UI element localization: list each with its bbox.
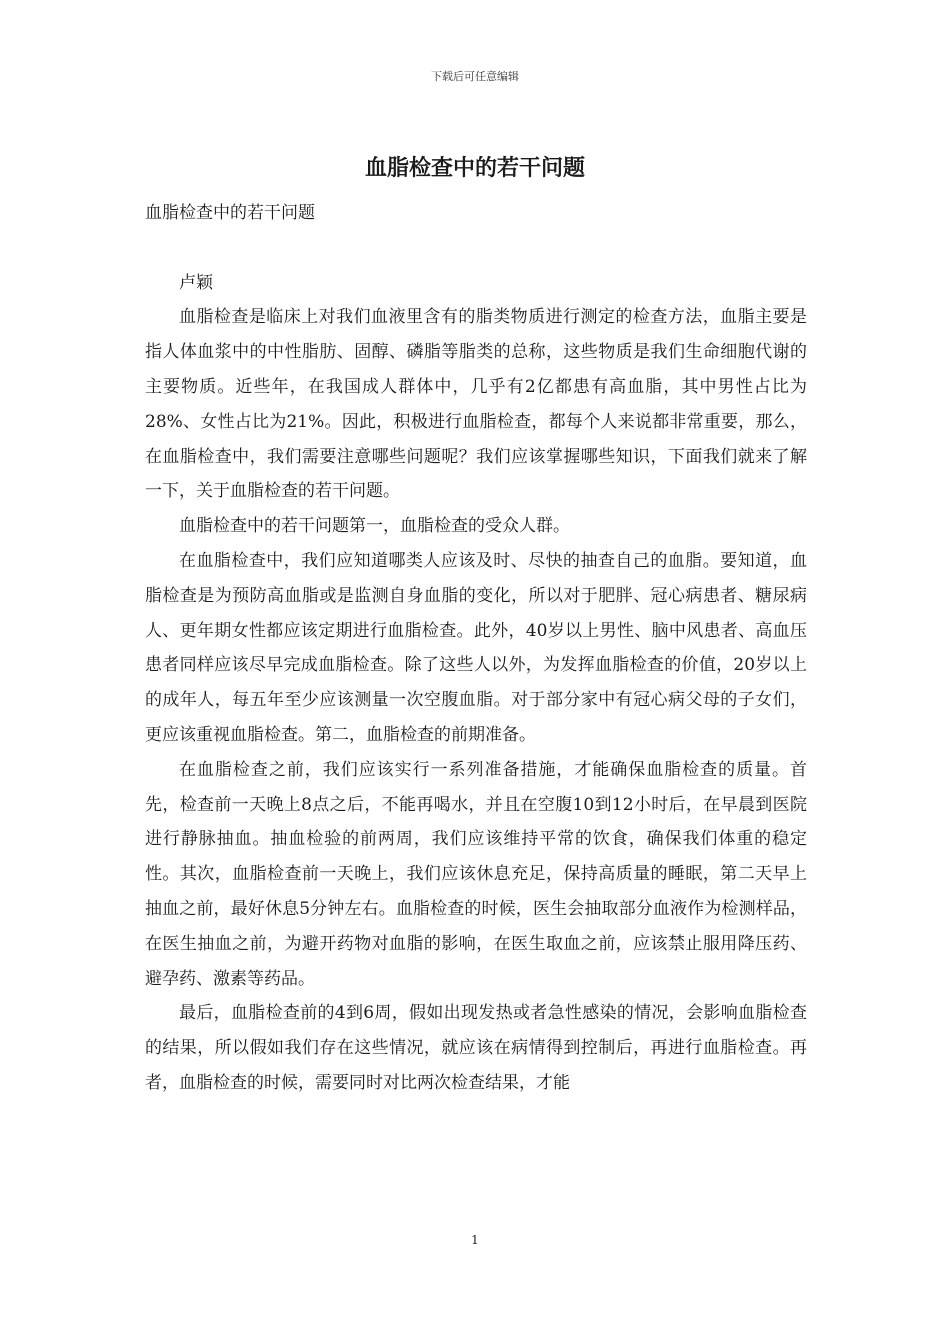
document-body bbox=[145, 196, 807, 1101]
paragraph-section-heading: 血脂检查中的若干问题第一，血脂检查的受众人群。 bbox=[179, 516, 570, 537]
document-subtitle: 血脂检查中的若干问题 bbox=[145, 203, 315, 223]
paragraph-preparation: 在血脂检查之前，我们应该实行一系列准备措施，才能确保血脂检查的质量。首先，检查前一天晚上8点之后，不能再喝水，并且在空腹10到12小时后，在早晨到医院进行静脉抽血。抽血检验的前两周，我们应该维持平常的饮食，确保我们体重的稳定性。其次，血脂检查前一天晚上，我们应该休息充足，保持高质量的睡眠，第二天早上抽血之前，最好休息5分钟左右。血脂检查的时候，医生会抽取部分血液作为检测样品，在医生抽血之前，为避开药物对血脂的影响，在医生取血之前，应该禁止服用降压药、避孕药、激素等药品。 bbox=[145, 759, 807, 989]
author-name: 卢颖 bbox=[179, 272, 213, 293]
paragraph-intro: 血脂检查是临床上对我们血液里含有的脂类物质进行测定的检查方法，血脂主要是指人体血浆中的中性脂肪、固醇、磷脂等脂类的总称，这些物质是我们生命细胞代谢的主要物质。近些年，在我国成人群体中，几乎有2亿都患有高血脂，其中男性占比为28%、女性占比为21%。因此，积极进行血脂检查，都每个人来说都非常重要，那么，在血脂检查中，我们需要注意哪些问题呢？我们应该掌握哪些知识，下面我们就来了解一下，关于血脂检查的若干问题。 bbox=[145, 307, 807, 502]
paragraph-target-population: 在血脂检查中，我们应知道哪类人应该及时、尽快的抽查自己的血脂。要知道，血脂检查是为预防高血脂或是监测自身血脂的变化，所以对于肥胖、冠心病患者、糖尿病人、更年期女性都应该定期进行血脂检查。此外，40岁以上男性、脑中风患者、高血压患者同样应该尽早完成血脂检查。除了这些人以外，为发挥血脂检查的价值，20岁以上的成年人，每五年至少应该测量一次空腹血脂。对于部分家中有冠心病父母的子女们，更应该重视血脂检查。第二，血脂检查的前期准备。 bbox=[145, 550, 807, 745]
paragraph-final-notes: 最后，血脂检查前的4到6周，假如出现发热或者急性感染的情况，会影响血脂检查的结果，所以假如我们存在这些情况，就应该在病情得到控制后，再进行血脂检查。再者，血脂检查的时候，需要同时对比两次检查结果，才能 bbox=[145, 1003, 807, 1093]
page-number: 1 bbox=[471, 1233, 479, 1247]
page-header: 下载后可任意编辑 bbox=[431, 70, 519, 83]
document-title: 血脂检查中的若干问题 bbox=[364, 155, 585, 181]
